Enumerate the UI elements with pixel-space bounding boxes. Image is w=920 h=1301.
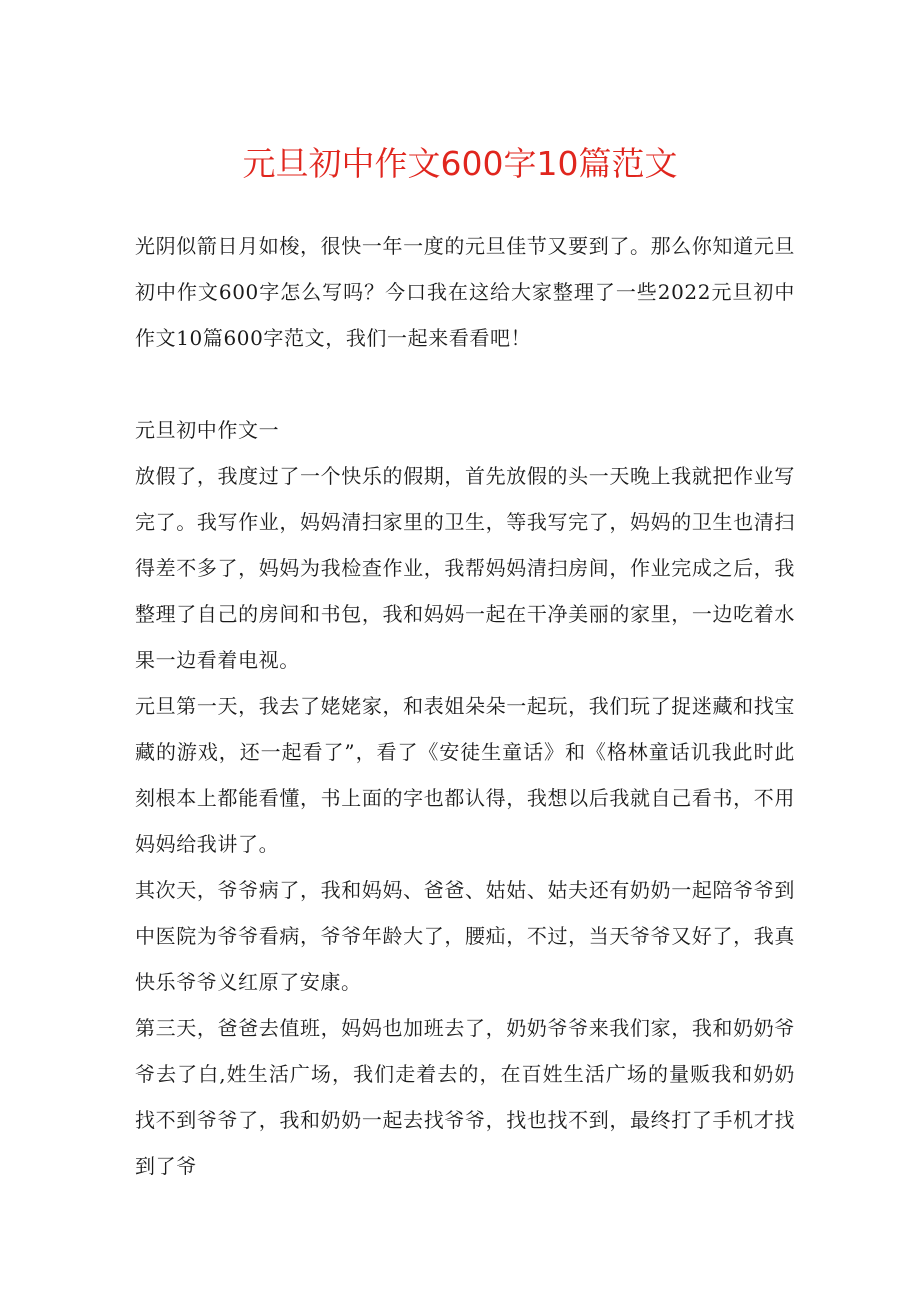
paragraph-gap xyxy=(135,361,795,407)
body-paragraph-4: 第三天，爸爸去值班，妈妈也加班去了，奶奶爷爷来我们家，我和奶奶爷爷去了白,姓生活广场，我们走着去的，在百姓生活广场的量贩我和奶奶找不到爷爷了，我和奶奶一起去找爷爷，找也找不到，最终打了手机才找到了爷 xyxy=(135,1016,795,1178)
intro-paragraph: 光阴似箭日月如梭，很快一年一度的元旦佳节又要到了。那么你知道元旦初中作文600字怎么写吗？今口我在这给大家整理了一些2022元旦初中作文10篇600字范文，我们一起来看看吧！ xyxy=(135,234,795,350)
body-paragraph-1: 放假了，我度过了一个快乐的假期，首先放假的头一天晚上我就把作业写完了。我写作业，妈妈清扫家里的卫生，等我写完了，妈妈的卫生也清扫得差不多了，妈妈为我检查作业，我帮妈妈清扫房间，作业完成之后，我整理了自己的房间和书包，我和妈妈一起在干净美丽的家里，一边吃着水果一边看着电视。 xyxy=(135,464,795,672)
body-paragraph-3: 其次天，爷爷病了，我和妈妈、爸爸、姑姑、姑夫还有奶奶一起陪爷爷到中医院为爷爷看病，爷爷年龄大了，腰疝，不过，当天爷爷又好了，我真快乐爷爷义红原了安康。 xyxy=(135,878,795,994)
body-paragraph-2: 元旦第一天，我去了姥姥家，和表姐朵朵一起玩，我们玩了捉迷藏和找宝藏的游戏，还一起看了”，看了《安徒生童话》和《格林童话讥我此时此刻根本上都能看懂，书上面的字也都认得，我想以后我就自己看书，不用妈妈给我讲了。 xyxy=(135,694,795,856)
section-heading: 元旦初中作文一 xyxy=(135,418,280,442)
document-title: 元旦初中作文600字10篇范文 xyxy=(242,144,678,183)
document-body xyxy=(135,223,795,1189)
